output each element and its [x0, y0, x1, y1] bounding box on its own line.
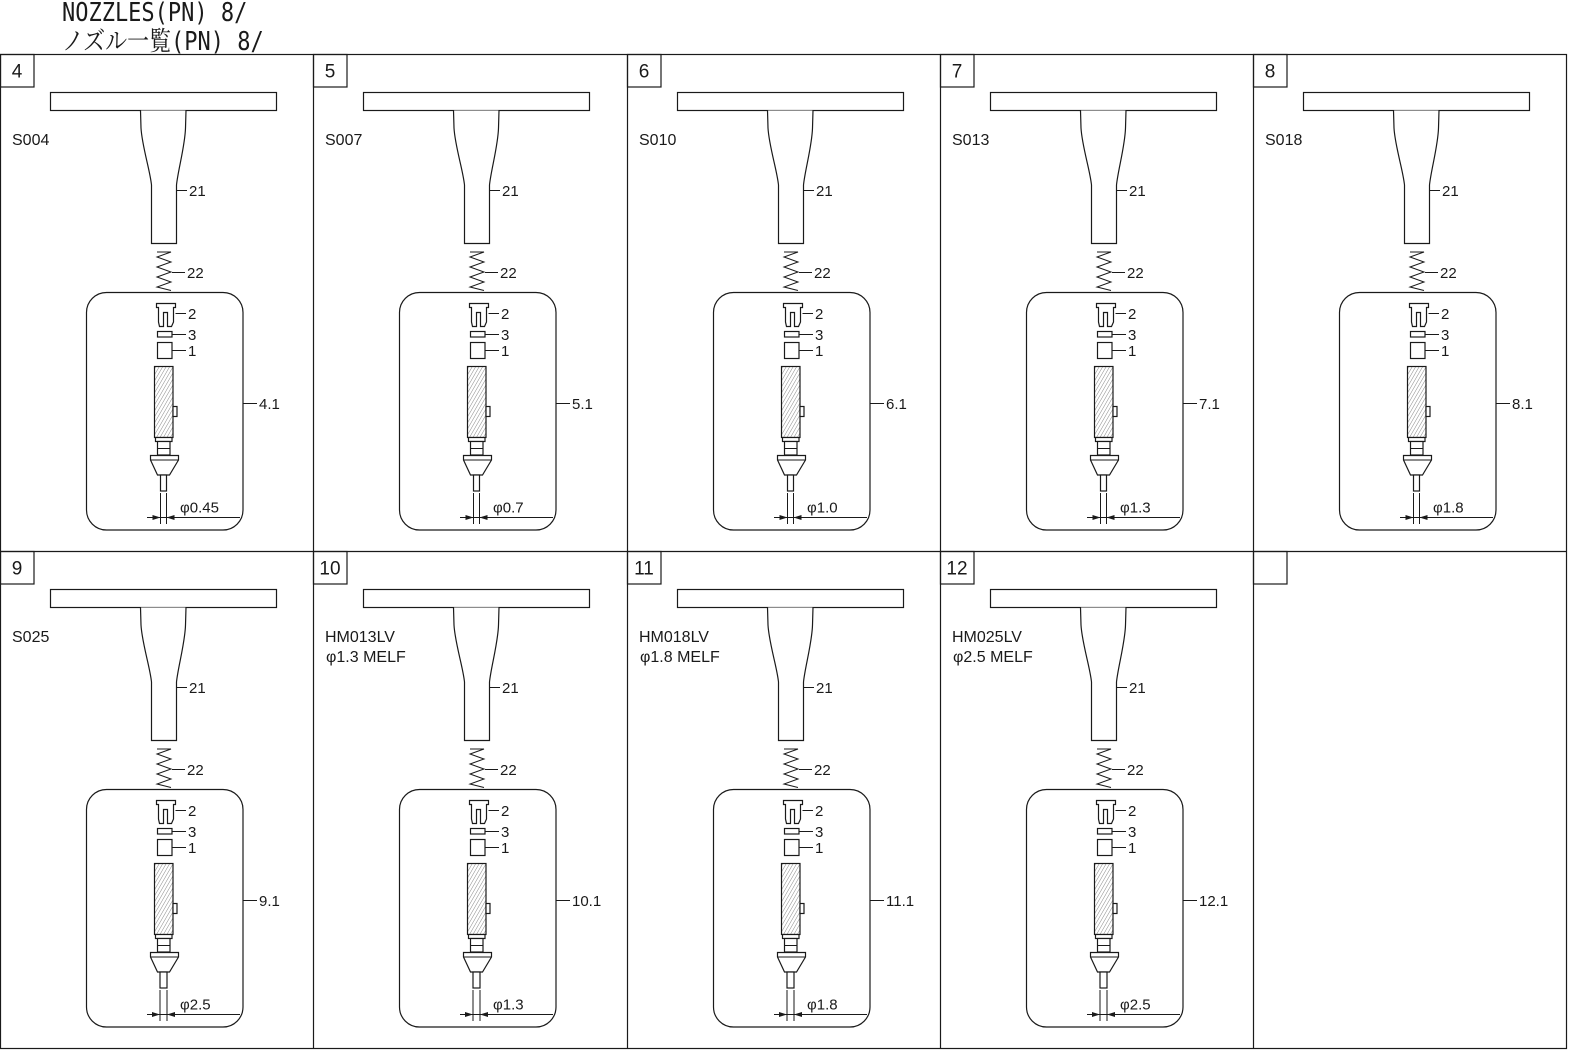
- nozzle-body-knurled: [782, 864, 801, 935]
- item-number: 12: [946, 558, 968, 580]
- nozzle-cell: [1, 552, 280, 1028]
- nozzle-body-pin: [1426, 407, 1430, 417]
- model-label: HM018LV: [639, 629, 709, 646]
- spring-part: [157, 252, 171, 291]
- spacer-callout-label: 3: [815, 823, 824, 841]
- item-number: 8: [1264, 61, 1276, 83]
- nozzle-cells: [1, 55, 1533, 1028]
- nozzle-body-knurled: [468, 864, 487, 935]
- nozzle-ref-callout-label: 12.1: [1199, 892, 1229, 910]
- nozzle: [464, 864, 492, 989]
- nozzle-funnel: [1091, 953, 1119, 973]
- dimension-arrow: [794, 515, 802, 520]
- spring-part: [1097, 749, 1111, 788]
- dimension-arrow: [794, 1012, 802, 1017]
- shaft-part: [454, 111, 500, 244]
- nozzle-ring: [1409, 438, 1426, 442]
- spring-callout-label: 22: [1440, 264, 1457, 282]
- cap-callout-label: 2: [815, 305, 824, 323]
- shaft-part: [768, 608, 814, 741]
- filter-callout-label: 1: [188, 342, 197, 360]
- nozzle-ring: [1096, 438, 1113, 442]
- item-number: 4: [11, 61, 23, 83]
- shaft-part: [1081, 111, 1127, 244]
- nozzle-ref-callout-label: 5.1: [572, 395, 593, 413]
- shaft-callout-label: 21: [1129, 679, 1146, 697]
- holder-plate: [1304, 93, 1530, 111]
- diameter-dimension: [147, 990, 240, 1021]
- nozzle-funnel: [151, 953, 179, 973]
- item-number: 6: [638, 61, 650, 83]
- model-label: S004: [12, 132, 50, 149]
- diameter-dimension: [147, 493, 240, 524]
- filter-callout-label: 1: [815, 342, 824, 360]
- nozzle-body-knurled: [155, 367, 174, 438]
- nozzle-funnel: [464, 953, 492, 973]
- dimension-arrow: [152, 1012, 160, 1017]
- diameter-dimension: [1400, 493, 1493, 524]
- filter-callout-label: 1: [501, 342, 510, 360]
- nozzle-tip: [473, 972, 480, 988]
- spacer-callout-label: 3: [501, 326, 510, 344]
- filter-part: [158, 840, 173, 856]
- dimension-arrow: [480, 515, 488, 520]
- holder-plate: [678, 93, 904, 111]
- filter-callout-label: 1: [1441, 342, 1450, 360]
- nozzle-cell: [941, 552, 1229, 1028]
- cap-part: [157, 801, 176, 824]
- sheet-title-en: NOZZLES(PN) 8/: [62, 0, 248, 28]
- diameter-label: φ1.8: [1433, 499, 1464, 517]
- dimension-arrow: [466, 515, 474, 520]
- nozzle-funnel: [778, 953, 806, 973]
- shaft-part: [141, 111, 187, 244]
- model-label: S007: [325, 132, 363, 149]
- nozzle-ref-callout-label: 10.1: [572, 892, 602, 910]
- spring-part: [784, 749, 798, 788]
- shaft-callout-label: 21: [189, 182, 206, 200]
- spacer-callout-label: 3: [1128, 823, 1137, 841]
- sheet-header: [62, 0, 264, 56]
- filter-callout-label: 1: [501, 839, 510, 857]
- diameter-dimension: [774, 493, 867, 524]
- filter-part: [1098, 840, 1113, 856]
- nozzle-body-knurled: [1095, 864, 1114, 935]
- holder-plate: [991, 93, 1217, 111]
- spring-part: [784, 252, 798, 291]
- diameter-dimension: [1087, 990, 1180, 1021]
- shaft-callout-label: 21: [1129, 182, 1146, 200]
- shaft-part: [768, 111, 814, 244]
- nozzle-body-knurled: [1095, 367, 1114, 438]
- spring-callout-label: 22: [814, 264, 831, 282]
- nozzle: [1091, 864, 1119, 989]
- diameter-label: φ1.8: [807, 996, 838, 1014]
- dimension-arrow: [153, 515, 161, 520]
- nozzle-tip: [160, 972, 167, 988]
- nozzle-body-pin: [1113, 407, 1117, 417]
- spring-part: [1097, 252, 1111, 291]
- cap-part: [784, 801, 803, 824]
- shaft-callout-label: 21: [816, 182, 833, 200]
- model-note-label: φ2.5 MELF: [953, 649, 1033, 666]
- filter-callout-label: 1: [815, 839, 824, 857]
- nozzle-tip: [787, 972, 794, 988]
- dimension-arrow: [167, 1012, 175, 1017]
- filter-callout-label: 1: [1128, 342, 1137, 360]
- shaft-part: [1081, 608, 1127, 741]
- nozzle-funnel: [464, 456, 492, 476]
- cap-callout-label: 2: [1128, 802, 1137, 820]
- cap-callout-label: 2: [1441, 305, 1450, 323]
- cap-part: [1097, 304, 1116, 327]
- spacer-part: [471, 332, 486, 338]
- dimension-arrow: [1420, 515, 1428, 520]
- sheet-title-ja: ノズル一覧(PN) 8/: [62, 26, 264, 57]
- filter-part: [158, 343, 173, 359]
- nozzle-ref-callout-label: 9.1: [259, 892, 280, 910]
- cap-callout-label: 2: [188, 802, 197, 820]
- cap-callout-label: 2: [188, 305, 197, 323]
- spacer-part: [785, 829, 800, 835]
- spring-part: [157, 749, 171, 788]
- spring-callout-label: 22: [500, 264, 517, 282]
- nozzle-body-pin: [800, 904, 804, 914]
- nozzle-body-pin: [173, 904, 177, 914]
- dimension-arrow: [1092, 1012, 1100, 1017]
- diameter-dimension: [460, 493, 553, 524]
- holder-plate: [364, 590, 590, 608]
- diameter-label: φ0.7: [493, 499, 524, 517]
- shaft-part: [1394, 111, 1440, 244]
- filter-part: [1411, 343, 1426, 359]
- model-note-label: φ1.3 MELF: [326, 649, 406, 666]
- item-number: 11: [634, 558, 654, 580]
- dimension-arrow: [1107, 1012, 1115, 1017]
- nozzle-cell: [314, 55, 593, 531]
- model-label: S013: [952, 132, 990, 149]
- cap-callout-label: 2: [815, 802, 824, 820]
- diameter-label: φ1.0: [807, 499, 838, 517]
- diameter-label: φ1.3: [493, 996, 524, 1014]
- model-label: S018: [1265, 132, 1303, 149]
- spacer-part: [1411, 332, 1426, 338]
- nozzle-body-knurled: [155, 864, 174, 935]
- cap-part: [470, 801, 489, 824]
- shaft-part: [454, 608, 500, 741]
- spring-part: [1410, 252, 1424, 291]
- filter-part: [471, 840, 486, 856]
- nozzle-ring: [783, 438, 800, 442]
- filter-part: [785, 840, 800, 856]
- cap-part: [1410, 304, 1429, 327]
- nozzle-funnel: [778, 456, 806, 476]
- dimension-arrow: [1406, 515, 1414, 520]
- nozzle-tip: [1414, 475, 1420, 491]
- spacer-callout-label: 3: [188, 326, 197, 344]
- item-number-box: [1254, 552, 1288, 585]
- nozzle-ref-callout-label: 11.1: [886, 892, 915, 910]
- nozzle-funnel: [1091, 456, 1119, 476]
- holder-plate: [991, 590, 1217, 608]
- holder-plate: [364, 93, 590, 111]
- model-note-label: φ1.8 MELF: [640, 649, 720, 666]
- diameter-label: φ2.5: [1120, 996, 1151, 1014]
- nozzle-ref-callout-label: 6.1: [886, 395, 907, 413]
- shaft-callout-label: 21: [502, 182, 519, 200]
- model-label: HM013LV: [325, 629, 395, 646]
- cap-part: [1097, 801, 1116, 824]
- filter-callout-label: 1: [1128, 839, 1137, 857]
- spacer-callout-label: 3: [1128, 326, 1137, 344]
- nozzle-cell: [628, 552, 915, 1028]
- dimension-arrow: [1093, 515, 1101, 520]
- spacer-part: [158, 332, 173, 338]
- shaft-part: [141, 608, 187, 741]
- model-label: S010: [639, 132, 677, 149]
- nozzle-cell: [1254, 55, 1533, 531]
- model-label: S025: [12, 629, 50, 646]
- spacer-part: [785, 332, 800, 338]
- spacer-part: [1098, 829, 1113, 835]
- spring-callout-label: 22: [814, 761, 831, 779]
- nozzle-ring: [469, 438, 486, 442]
- nozzle-ref-callout-label: 7.1: [1199, 395, 1220, 413]
- nozzle-ref-callout-label: 4.1: [259, 395, 280, 413]
- nozzle-body-pin: [173, 407, 177, 417]
- spacer-part: [471, 829, 486, 835]
- cap-part: [470, 304, 489, 327]
- spring-callout-label: 22: [187, 264, 204, 282]
- nozzle-cell: [628, 55, 907, 531]
- nozzle-body-knurled: [468, 367, 487, 438]
- holder-plate: [678, 590, 904, 608]
- spring-callout-label: 22: [1127, 264, 1144, 282]
- holder-plate: [51, 93, 277, 111]
- nozzle-body-knurled: [782, 367, 801, 438]
- diameter-dimension: [1087, 493, 1180, 524]
- spring-callout-label: 22: [1127, 761, 1144, 779]
- spacer-callout-label: 3: [1441, 326, 1450, 344]
- nozzle: [1091, 367, 1119, 492]
- filter-part: [785, 343, 800, 359]
- nozzle-body-pin: [486, 904, 490, 914]
- cap-callout-label: 2: [501, 305, 510, 323]
- diameter-label: φ2.5: [180, 996, 211, 1014]
- dimension-arrow: [465, 1012, 473, 1017]
- spring-callout-label: 22: [500, 761, 517, 779]
- spacer-callout-label: 3: [815, 326, 824, 344]
- nozzle: [151, 864, 179, 989]
- dimension-arrow: [780, 515, 788, 520]
- spacer-part: [158, 829, 173, 835]
- nozzle-tip: [161, 475, 167, 491]
- cap-callout-label: 2: [1128, 305, 1137, 323]
- spacer-callout-label: 3: [188, 823, 197, 841]
- nozzle-body-knurled: [1408, 367, 1427, 438]
- nozzle: [778, 864, 806, 989]
- nozzle-tip: [788, 475, 794, 491]
- item-number: 7: [951, 61, 963, 83]
- diameter-label: φ1.3: [1120, 499, 1151, 517]
- item-number: 9: [11, 558, 23, 580]
- shaft-callout-label: 21: [816, 679, 833, 697]
- spring-part: [470, 749, 484, 788]
- holder-plate: [51, 590, 277, 608]
- nozzle-cell: [941, 55, 1220, 531]
- diameter-dimension: [774, 990, 867, 1021]
- spring-callout-label: 22: [187, 761, 204, 779]
- cap-part: [784, 304, 803, 327]
- diameter-dimension: [460, 990, 553, 1021]
- spacer-part: [1098, 332, 1113, 338]
- model-label: HM025LV: [952, 629, 1022, 646]
- dimension-arrow: [779, 1012, 787, 1017]
- diameter-label: φ0.45: [180, 499, 219, 517]
- shaft-callout-label: 21: [189, 679, 206, 697]
- nozzle: [778, 367, 806, 492]
- nozzle-ref-callout-label: 8.1: [1512, 395, 1533, 413]
- item-number: 10: [319, 558, 341, 580]
- nozzle-cell: [1254, 552, 1288, 585]
- dimension-arrow: [480, 1012, 488, 1017]
- nozzle: [151, 367, 179, 492]
- nozzle-cell: [1, 55, 280, 531]
- spacer-callout-label: 3: [501, 823, 510, 841]
- nozzle-body-pin: [800, 407, 804, 417]
- filter-part: [471, 343, 486, 359]
- nozzle-tip: [1100, 972, 1107, 988]
- dimension-arrow: [167, 515, 175, 520]
- nozzle-tip: [1101, 475, 1107, 491]
- nozzle-funnel: [151, 456, 179, 476]
- nozzle-cell: [314, 552, 602, 1028]
- cap-callout-label: 2: [501, 802, 510, 820]
- nozzle-body-pin: [486, 407, 490, 417]
- nozzle-ring: [156, 438, 173, 442]
- filter-part: [1098, 343, 1113, 359]
- dimension-arrow: [1107, 515, 1115, 520]
- filter-callout-label: 1: [188, 839, 197, 857]
- nozzle-body-pin: [1113, 904, 1117, 914]
- nozzle: [464, 367, 492, 492]
- nozzle-tip: [474, 475, 480, 491]
- spring-part: [470, 252, 484, 291]
- nozzle: [1404, 367, 1432, 492]
- nozzle-funnel: [1404, 456, 1432, 476]
- item-number: 5: [324, 61, 336, 83]
- cap-part: [157, 304, 176, 327]
- shaft-callout-label: 21: [1442, 182, 1459, 200]
- shaft-callout-label: 21: [502, 679, 519, 697]
